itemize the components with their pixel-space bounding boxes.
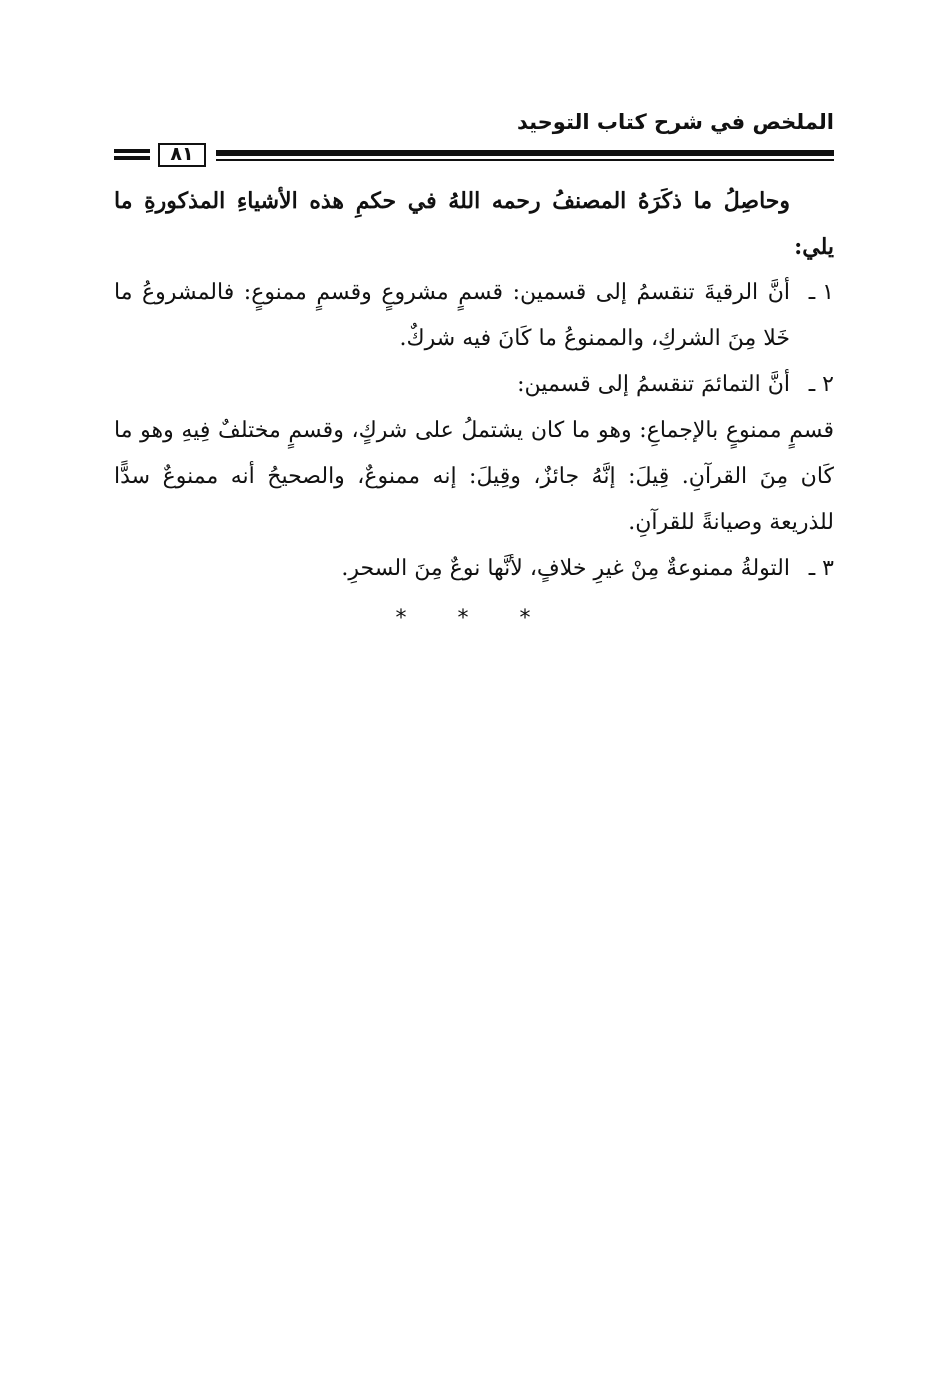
- page-number-box: ٨١: [158, 143, 206, 167]
- list-item: [114, 270, 834, 362]
- header-ornament-bars: [114, 149, 150, 163]
- list-item-number: ٣ ـ: [808, 556, 834, 581]
- ornament-bar: [114, 149, 150, 153]
- list-item-text: أنَّ الرقيةَ تنقسمُ إلى قسمين: قسمٍ مشروعٍ وقسمٍ ممنوعٍ: فالمشروعُ ما خَلا مِنَ الشركِ، والممنوعُ ما كَانَ فيه شركٌ.: [114, 280, 790, 351]
- ornament-bar: [114, 156, 150, 160]
- intro-paragraph: وحاصِلُ ما ذكَرَهُ المصنفُ رحمه اللهُ في حكمِ هذه الأشياءِ المذكورةِ ما يلي:: [114, 188, 834, 260]
- list-item-number: ١ ـ: [808, 280, 834, 305]
- list-item-text: التولةُ ممنوعةٌ مِنْ غيرِ خلافٍ، لأنَّها نوعٌ مِنَ السحرِ.: [341, 556, 790, 581]
- item-2-continuation: قسمٍ ممنوعٍ بالإجماعِ: وهو ما كان يشتملُ على شركٍ، وقسمٍ مختلفٌ فِيهِ وهو ما كَان مِنَ القرآنِ. قِيلَ: إنَّهُ جائزٌ، وقِيلَ: إنه ممنوعٌ، والصحيحُ أنه ممنوعٌ سدًّا للذريعة وصيانةً للقرآنِ.: [114, 418, 834, 535]
- list-item: [114, 546, 834, 592]
- page-body: [114, 178, 834, 642]
- running-header-title: الملخص في شرح كتاب التوحيد: [516, 110, 834, 134]
- header-rule-thick: [216, 150, 834, 156]
- header-rule-thin: [216, 159, 834, 161]
- list-item-text: أنَّ التمائمَ تنقسمُ إلى قسمين:: [517, 372, 790, 397]
- list-item-number: ٢ ـ: [808, 372, 834, 397]
- list-item: [114, 362, 834, 408]
- section-separator: * * *: [395, 606, 553, 631]
